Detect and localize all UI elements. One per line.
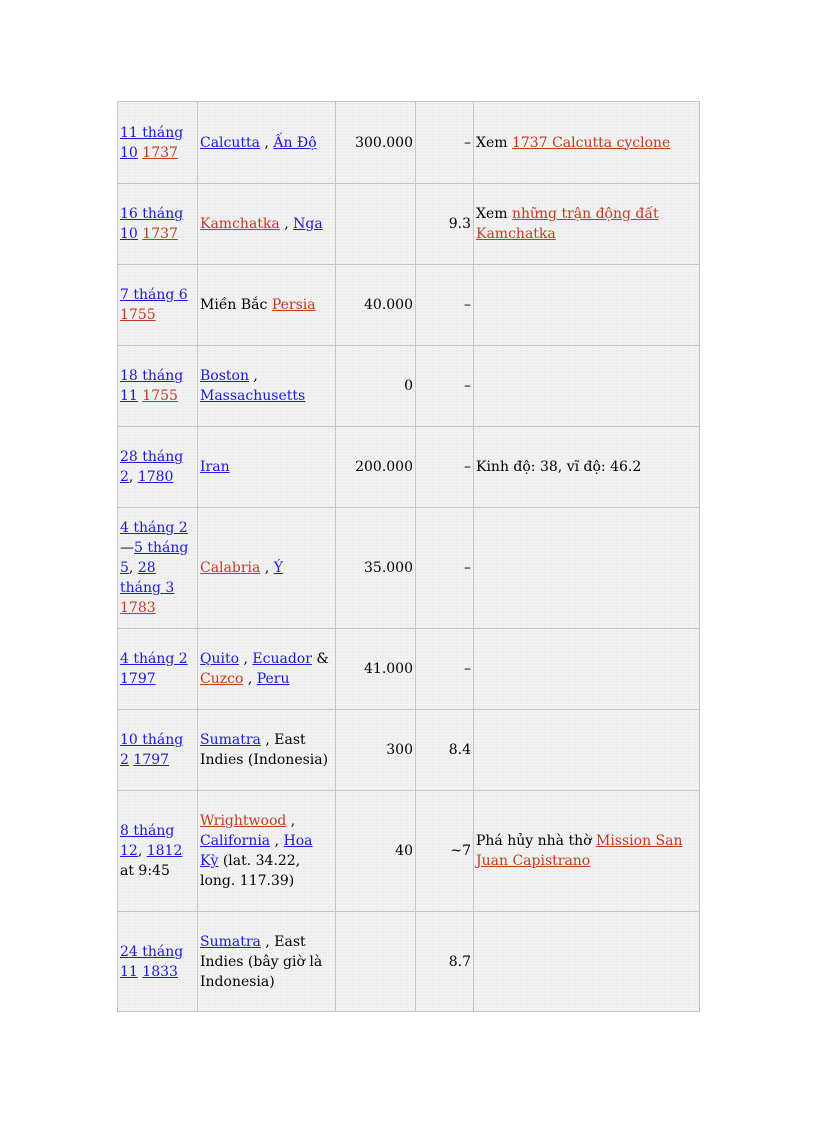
link[interactable]: 28 tháng 3: [120, 560, 175, 596]
deaths-cell: [336, 346, 416, 427]
table-row: [118, 629, 700, 710]
link[interactable]: Ấn Độ: [273, 134, 317, 151]
location-cell: [198, 184, 336, 265]
link[interactable]: 1755: [120, 307, 156, 323]
deaths-value: 40: [395, 843, 413, 859]
link[interactable]: Ecuador: [252, 651, 312, 667]
deaths-value: 300.000: [355, 134, 413, 151]
magnitude-value: ~7: [450, 843, 471, 859]
notes-cell: [474, 508, 700, 629]
link[interactable]: Hoa Kỳ: [200, 833, 313, 869]
magnitude-value: –: [464, 297, 471, 313]
notes-cell: [474, 710, 700, 791]
magnitude-cell: [416, 184, 474, 265]
deaths-value: 300: [386, 742, 413, 758]
link[interactable]: 10 tháng 2: [120, 732, 184, 768]
cell-text: Xem: [476, 134, 512, 151]
date-cell: [118, 912, 198, 1012]
link[interactable]: 1737: [142, 144, 178, 161]
magnitude-value: 9.3: [448, 216, 471, 232]
link[interactable]: Massachusetts: [200, 388, 306, 404]
table-row: [118, 508, 700, 629]
link[interactable]: 28 tháng 2: [120, 449, 184, 485]
location-cell: [198, 427, 336, 508]
deaths-cell: [336, 629, 416, 710]
link[interactable]: 16 tháng 10: [120, 206, 184, 242]
magnitude-value: –: [464, 459, 471, 475]
table-row: [118, 912, 700, 1012]
cell-text: ,: [270, 833, 284, 849]
date-cell: [118, 265, 198, 346]
deaths-cell: [336, 710, 416, 791]
link[interactable]: Cuzco: [200, 671, 244, 687]
table-row: [118, 427, 700, 508]
link[interactable]: Calabria: [200, 560, 261, 576]
cell-text: ,: [286, 813, 296, 829]
link[interactable]: 4 tháng 2: [120, 651, 188, 667]
location-cell: [198, 102, 336, 184]
magnitude-cell: [416, 427, 474, 508]
link[interactable]: 24 tháng 11: [120, 943, 184, 980]
magnitude-cell: [416, 508, 474, 629]
magnitude-cell: [416, 629, 474, 710]
cell-text: , East Indies (Indonesia): [200, 732, 329, 768]
magnitude-value: –: [464, 661, 471, 677]
link[interactable]: 1812: [146, 843, 183, 859]
magnitude-value: 8.4: [448, 742, 471, 758]
cell-text: Xem: [476, 206, 512, 222]
deaths-value: 200.000: [355, 459, 413, 475]
link[interactable]: 4 tháng 2: [120, 520, 188, 536]
date-cell: [118, 346, 198, 427]
magnitude-value: 8.7: [448, 953, 471, 970]
link[interactable]: Kamchatka: [200, 216, 280, 232]
deaths-value: 40.000: [364, 297, 413, 313]
link[interactable]: 1833: [142, 963, 178, 980]
deaths-cell: [336, 184, 416, 265]
magnitude-cell: [416, 710, 474, 791]
table-row: [118, 346, 700, 427]
link[interactable]: 1783: [120, 600, 156, 616]
notes-cell: [474, 346, 700, 427]
earthquake-table: [117, 101, 700, 1012]
deaths-cell: [336, 508, 416, 629]
deaths-value: 35.000: [364, 560, 413, 576]
magnitude-value: –: [464, 134, 471, 151]
link[interactable]: Ý: [273, 560, 283, 576]
location-cell: [198, 346, 336, 427]
link[interactable]: 1780: [137, 469, 174, 485]
notes-cell: [474, 629, 700, 710]
link[interactable]: 5 tháng 5: [120, 540, 189, 576]
cell-text: ,: [243, 671, 257, 687]
date-cell: [118, 102, 198, 184]
date-cell: [118, 629, 198, 710]
link[interactable]: Nga: [293, 216, 323, 232]
cell-text: ,: [128, 469, 138, 485]
cell-text: ,: [260, 134, 274, 151]
cell-text: ,: [248, 368, 258, 384]
notes-cell: [474, 265, 700, 346]
date-cell: [118, 184, 198, 265]
cell-text: Miền Bắc: [200, 297, 272, 313]
table-row: [118, 184, 700, 265]
cell-text: at 9:45: [120, 863, 170, 879]
link[interactable]: 11 tháng 10: [120, 124, 184, 161]
cell-text: &: [311, 651, 329, 667]
link[interactable]: Iran: [200, 459, 230, 475]
link[interactable]: 7 tháng 6: [120, 287, 188, 303]
magnitude-cell: [416, 265, 474, 346]
deaths-cell: [336, 265, 416, 346]
deaths-cell: [336, 102, 416, 184]
link[interactable]: Wrightwood: [200, 813, 287, 829]
date-cell: [118, 508, 198, 629]
magnitude-value: –: [464, 378, 471, 394]
link[interactable]: Quito: [200, 651, 240, 667]
magnitude-value: –: [464, 560, 471, 576]
table-row: [118, 710, 700, 791]
magnitude-cell: [416, 912, 474, 1012]
location-cell: [198, 629, 336, 710]
date-cell: [118, 710, 198, 791]
link[interactable]: 1737 Calcutta cyclone: [511, 134, 671, 151]
link[interactable]: 1737: [142, 226, 178, 242]
location-cell: [198, 791, 336, 912]
cell-text: ,: [137, 843, 147, 859]
notes-cell: [474, 184, 700, 265]
link[interactable]: 1755: [142, 388, 178, 404]
location-cell: [198, 710, 336, 791]
deaths-cell: [336, 427, 416, 508]
deaths-value: 41.000: [364, 661, 413, 677]
date-cell: [118, 791, 198, 912]
link[interactable]: California: [200, 833, 271, 849]
link[interactable]: Peru: [256, 671, 290, 687]
link[interactable]: Calcutta: [200, 134, 260, 151]
magnitude-cell: [416, 102, 474, 184]
date-cell: [118, 427, 198, 508]
cell-text: Kinh độ: 38, vĩ độ: 46.2: [476, 459, 642, 475]
notes-cell: [474, 427, 700, 508]
link[interactable]: những trận động đất Kamchatka: [476, 206, 659, 242]
notes-cell: [474, 102, 700, 184]
link[interactable]: Boston: [200, 368, 249, 384]
magnitude-cell: [416, 791, 474, 912]
link[interactable]: 1797: [120, 671, 156, 687]
location-cell: [198, 508, 336, 629]
table-row: [118, 265, 700, 346]
deaths-value: 0: [404, 378, 413, 394]
location-cell: [198, 265, 336, 346]
cell-text: ,: [239, 651, 253, 667]
deaths-cell: [336, 912, 416, 1012]
link[interactable]: 8 tháng 12: [120, 823, 175, 859]
magnitude-cell: [416, 346, 474, 427]
link[interactable]: 18 tháng 11: [120, 368, 184, 404]
cell-text: ,: [128, 560, 138, 576]
link[interactable]: Persia: [271, 297, 316, 313]
link[interactable]: 1797: [133, 752, 170, 768]
link[interactable]: Mission San Juan Capistrano: [476, 833, 683, 869]
cell-text: ,: [260, 560, 274, 576]
cell-text: (lat. 34.22, long. 117.39): [200, 853, 301, 889]
cell-text: —: [120, 540, 134, 556]
table-row: [118, 102, 700, 184]
cell-text: ,: [279, 216, 294, 232]
link[interactable]: Sumatra: [200, 732, 261, 748]
location-cell: [198, 912, 336, 1012]
cell-text: , East Indies (bây giờ là Indonesia): [200, 933, 323, 990]
deaths-cell: [336, 791, 416, 912]
table-row: [118, 791, 700, 912]
link[interactable]: Sumatra: [200, 933, 261, 950]
notes-cell: [474, 912, 700, 1012]
cell-text: Phá hủy nhà thờ: [476, 833, 596, 849]
table-body: [118, 102, 700, 1012]
notes-cell: [474, 791, 700, 912]
